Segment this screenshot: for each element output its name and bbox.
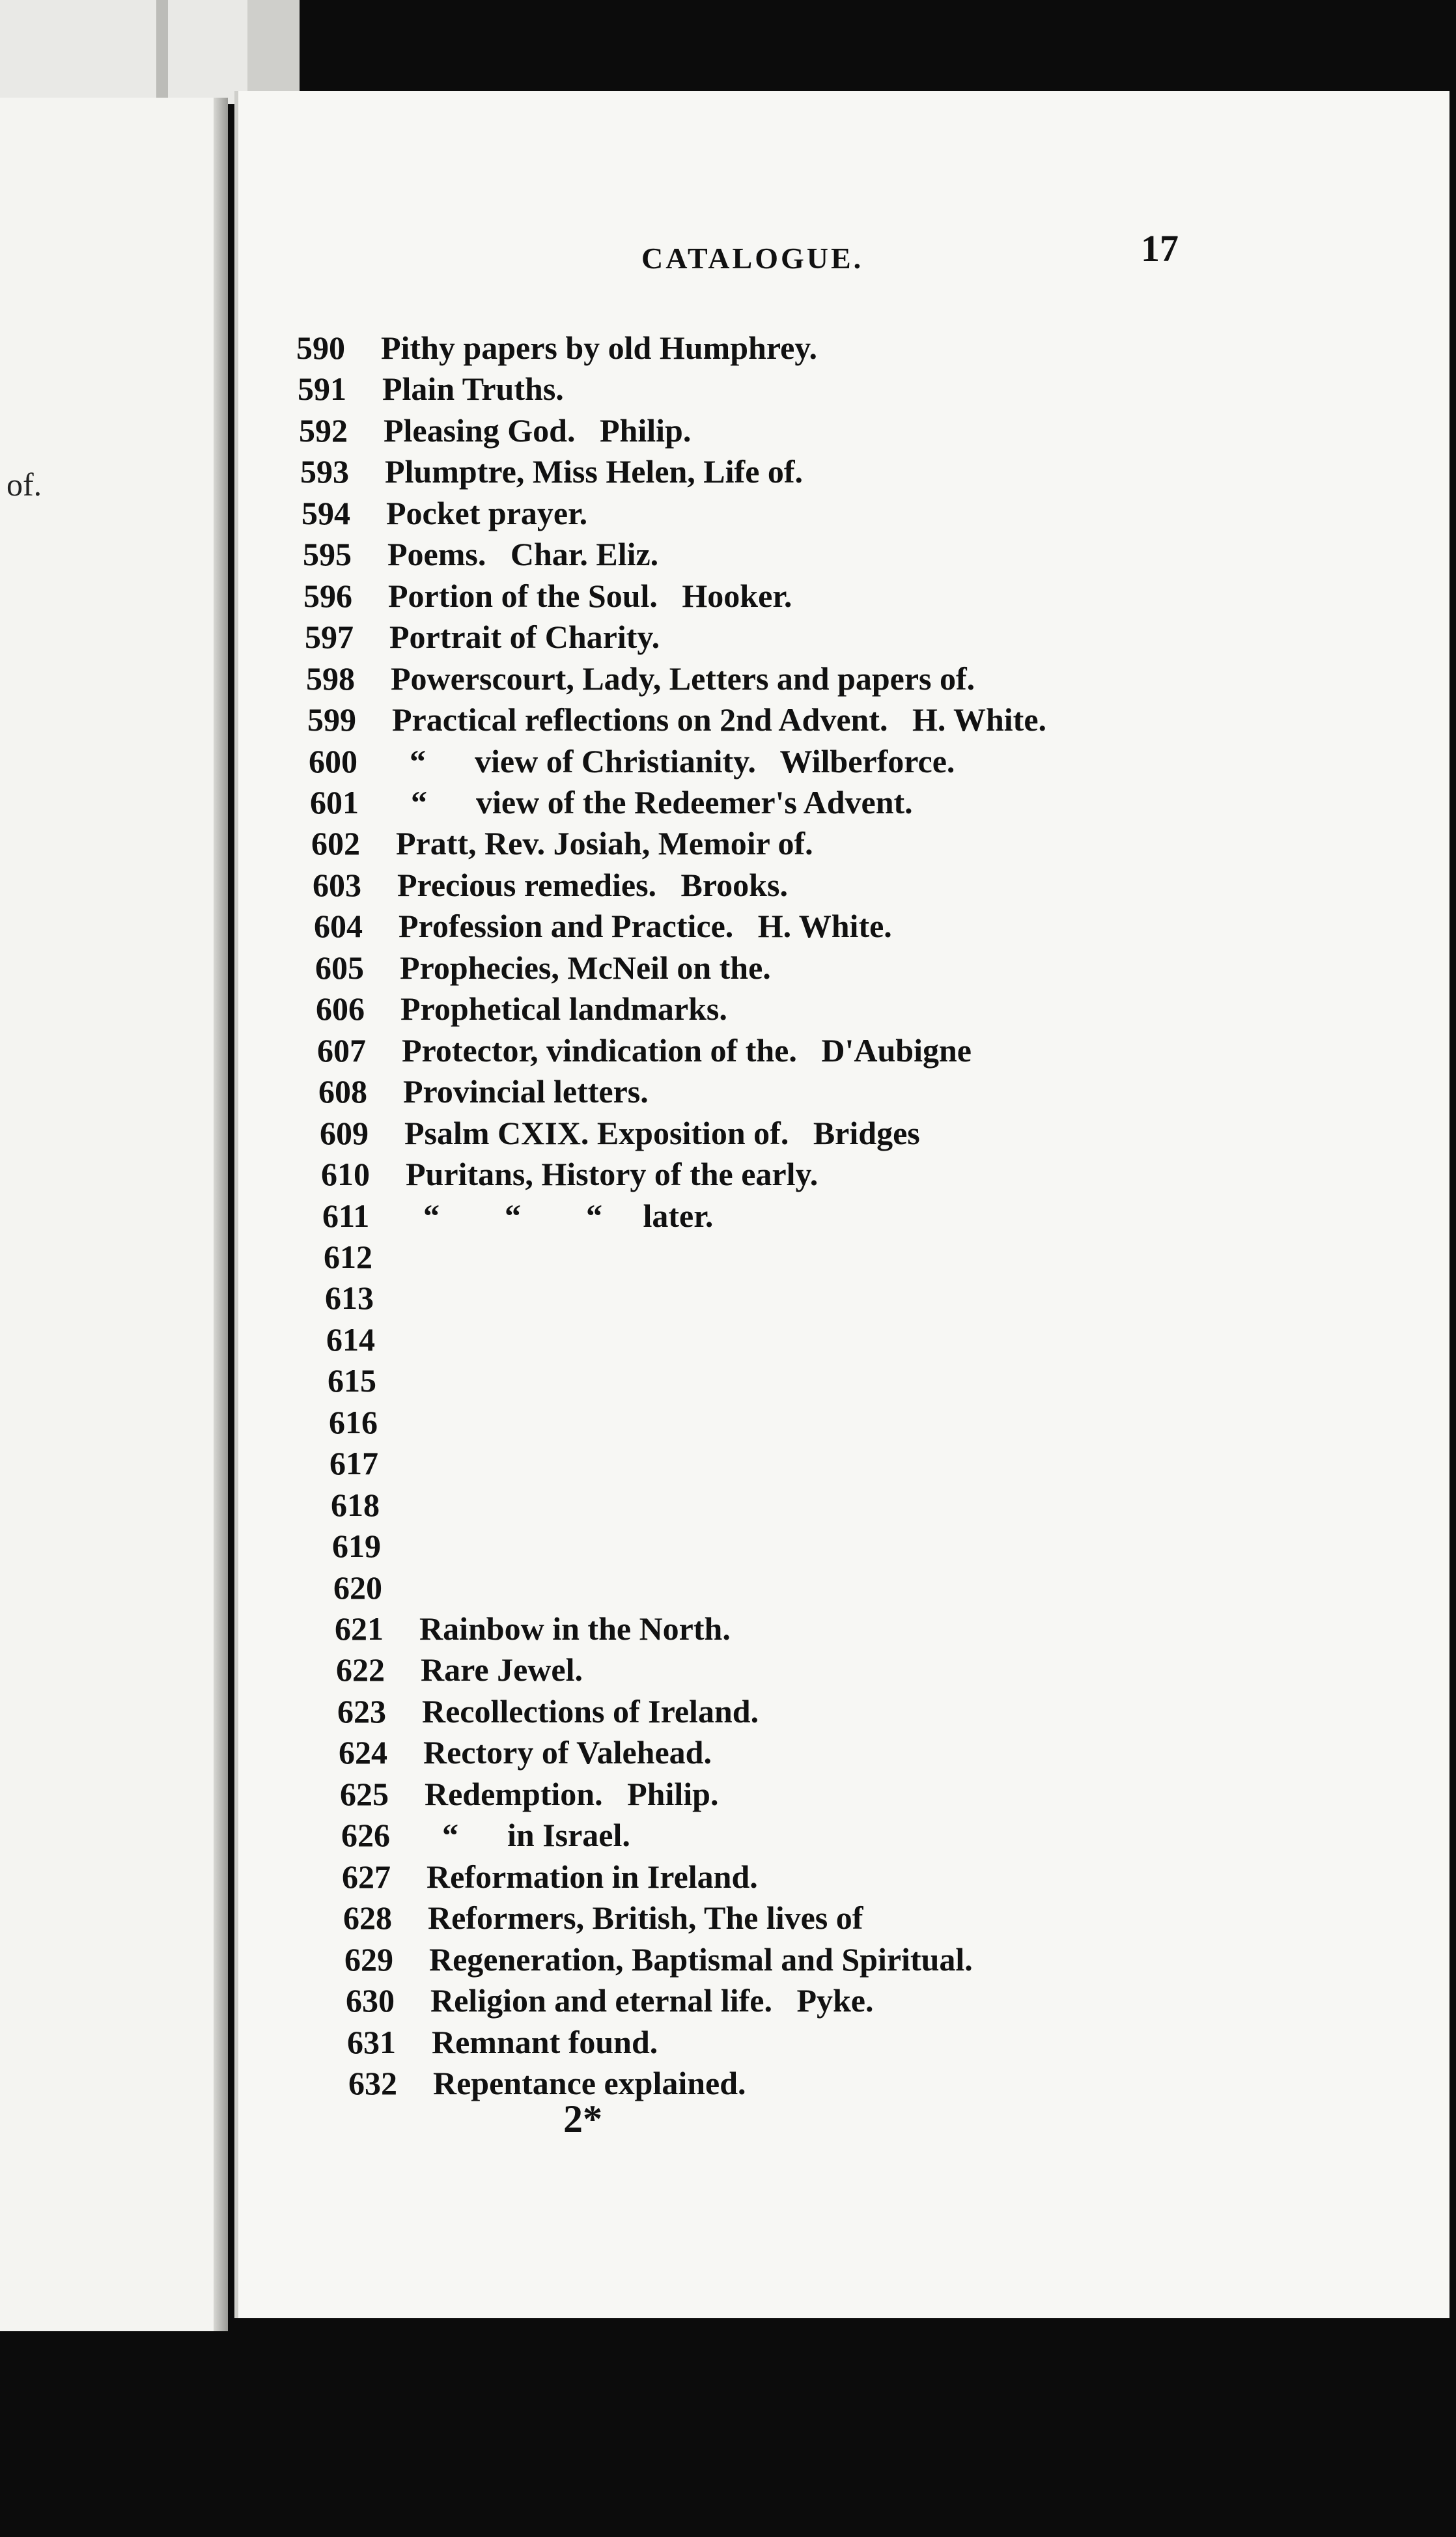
- entry-number: 623: [337, 1693, 386, 1730]
- entry-number: 627: [342, 1858, 391, 1895]
- entry-title: “ view of Christianity. Wilberforce.: [393, 743, 955, 779]
- entry-title: Rectory of Valehead.: [423, 1734, 712, 1771]
- entry-title: Practical reflections on 2nd Advent. H. White.: [392, 701, 1047, 738]
- catalogue-entry: [332, 1527, 417, 1565]
- entry-title: Remnant found.: [432, 2024, 658, 2060]
- entry-title: Poems. Char. Eliz.: [387, 536, 659, 572]
- entry-number: 600: [309, 743, 357, 779]
- entry-title: “ “ “ later.: [407, 1198, 714, 1234]
- entry-number: 616: [329, 1404, 378, 1440]
- entry-title: Prophecies, McNeil on the.: [400, 949, 771, 986]
- entry-title: Prophetical landmarks.: [400, 990, 727, 1027]
- entry-number: 601: [310, 784, 359, 820]
- catalogue-entry: [321, 1155, 818, 1193]
- entry-number: 605: [315, 949, 364, 986]
- entry-title: Portion of the Soul. Hooker.: [388, 578, 792, 614]
- catalogue-entry: [325, 1279, 410, 1317]
- catalogue-entry: [347, 2023, 658, 2061]
- entry-title: Plain Truths.: [382, 371, 564, 407]
- catalogue-entry: [333, 1569, 418, 1606]
- entry-number: 591: [298, 371, 346, 407]
- entry-title: Precious remedies. Brooks.: [397, 867, 788, 903]
- entry-title: Recollections of Ireland.: [422, 1693, 759, 1730]
- page-corner: [247, 0, 300, 104]
- catalogue-entry: [296, 329, 817, 367]
- entry-number: 597: [305, 619, 354, 655]
- entry-title: Puritans, History of the early.: [406, 1156, 819, 1192]
- catalogue-entry: [336, 1651, 583, 1689]
- catalogue-entry: [326, 1321, 411, 1358]
- catalogue-entry: [337, 1692, 759, 1730]
- catalogue-entry: [303, 535, 658, 573]
- entry-number: 631: [347, 2024, 396, 2060]
- upper-page-strip: [0, 0, 300, 104]
- catalogue-entry: [324, 1238, 408, 1276]
- page-crease: [156, 0, 168, 104]
- catalogue-entry: [305, 618, 660, 656]
- catalogue-entry: [329, 1444, 414, 1482]
- entry-number: 629: [344, 1941, 393, 1978]
- catalogue-entry: [322, 1197, 713, 1235]
- entry-title: Pocket prayer.: [386, 495, 588, 531]
- entry-number: 628: [343, 1899, 392, 1936]
- entry-number: 621: [335, 1610, 384, 1647]
- catalogue-entry: [317, 1031, 972, 1069]
- entry-number: 603: [313, 867, 361, 903]
- entry-number: 620: [333, 1569, 382, 1606]
- page-header: CATALOGUE.: [641, 242, 864, 275]
- catalogue-entry: [320, 1114, 920, 1152]
- catalogue-entry: [328, 1362, 412, 1399]
- catalogue-entry: [313, 866, 788, 904]
- catalogue-entry: [299, 412, 691, 449]
- catalogue-entry: [316, 990, 727, 1028]
- entry-number: 599: [307, 701, 356, 738]
- entry-number: 595: [303, 536, 352, 572]
- catalogue-entry: [331, 1486, 415, 1524]
- entry-title: Redemption. Philip.: [425, 1776, 719, 1812]
- catalogue-entry: [318, 1072, 649, 1110]
- entry-number: 590: [296, 329, 345, 366]
- entry-number: 630: [346, 1982, 395, 2019]
- entry-number: 615: [328, 1362, 376, 1399]
- entry-number: 602: [311, 825, 360, 862]
- catalogue-entry: [306, 660, 975, 697]
- catalogue-entry: [346, 1982, 874, 2019]
- entry-number: 598: [306, 660, 355, 697]
- catalogue-entry: [343, 1899, 863, 1937]
- left-page-fragment: of.: [7, 466, 42, 503]
- entry-title: Pratt, Rev. Josiah, Memoir of.: [396, 825, 813, 862]
- entry-title: Religion and eternal life. Pyke.: [430, 1982, 874, 2019]
- entry-title: Rare Jewel.: [421, 1651, 583, 1688]
- entry-number: 593: [300, 453, 349, 490]
- entry-number: 632: [348, 2065, 397, 2101]
- left-page: [0, 98, 228, 2331]
- catalogue-entry: [315, 949, 771, 987]
- catalogue-entry: [341, 1816, 630, 1854]
- catalogue-entry: [303, 577, 792, 615]
- entry-title: Plumptre, Miss Helen, Life of.: [385, 453, 804, 490]
- catalogue-entry: [348, 2064, 746, 2102]
- entry-title: Rainbow in the North.: [419, 1610, 731, 1647]
- catalogue-entry: [340, 1775, 718, 1813]
- entry-number: 612: [324, 1239, 372, 1275]
- catalogue-entry: [329, 1403, 413, 1441]
- catalogue-entry: [314, 907, 892, 945]
- catalogue-entry: [310, 783, 913, 821]
- entry-number: 613: [325, 1280, 374, 1316]
- entry-number: 604: [314, 908, 363, 944]
- entry-number: 609: [320, 1115, 369, 1151]
- entry-title: Pithy papers by old Humphrey.: [381, 329, 818, 366]
- entry-title: Psalm CXIX. Exposition of. Bridges: [404, 1115, 920, 1151]
- entry-title: Powerscourt, Lady, Letters and papers of.: [391, 660, 975, 697]
- entry-title: Protector, vindication of the. D'Aubigne: [402, 1032, 972, 1069]
- entry-number: 592: [299, 412, 348, 449]
- catalogue-entry: [344, 1941, 973, 1978]
- entry-number: 619: [332, 1528, 381, 1564]
- entry-number: 611: [322, 1198, 370, 1234]
- catalogue-entry: [307, 701, 1046, 738]
- entry-title: “ in Israel.: [426, 1817, 630, 1853]
- entry-title: “ view of the Redeemer's Advent.: [395, 784, 913, 820]
- catalogue-entry: [300, 453, 803, 490]
- entry-title: Reformers, British, The lives of: [428, 1899, 863, 1936]
- entry-number: 606: [316, 990, 365, 1027]
- entry-number: 618: [331, 1487, 380, 1523]
- catalogue-entry: [301, 494, 587, 532]
- signature-mark: 2*: [563, 2097, 602, 2140]
- page-number: 17: [1141, 227, 1179, 270]
- entry-number: 626: [341, 1817, 390, 1853]
- entry-title: Regeneration, Baptismal and Spiritual.: [429, 1941, 973, 1978]
- entry-number: 617: [329, 1445, 378, 1481]
- entry-number: 596: [303, 578, 352, 614]
- catalogue-entry: [342, 1858, 758, 1896]
- catalogue-entry: [335, 1610, 731, 1647]
- catalogue-entry: [339, 1733, 712, 1771]
- entry-number: 610: [321, 1156, 370, 1192]
- entry-number: 625: [340, 1776, 389, 1812]
- gutter-shadow: [214, 98, 228, 2331]
- entry-title: Reformation in Ireland.: [427, 1858, 758, 1895]
- entry-number: 608: [318, 1073, 367, 1110]
- entry-title: Portrait of Charity.: [389, 619, 660, 655]
- entry-number: 594: [301, 495, 350, 531]
- catalogue-entry: [311, 824, 813, 862]
- entry-number: 622: [336, 1651, 385, 1688]
- catalogue-entry: [298, 370, 564, 408]
- entry-title: Repentance explained.: [433, 2065, 746, 2101]
- entry-number: 607: [317, 1032, 366, 1069]
- entry-title: Provincial letters.: [403, 1073, 649, 1110]
- entry-number: 614: [326, 1321, 375, 1358]
- entry-title: Pleasing God. Philip.: [384, 412, 692, 449]
- entry-title: Profession and Practice. H. White.: [399, 908, 892, 944]
- entry-number: 624: [339, 1734, 387, 1771]
- catalogue-entry: [309, 742, 955, 780]
